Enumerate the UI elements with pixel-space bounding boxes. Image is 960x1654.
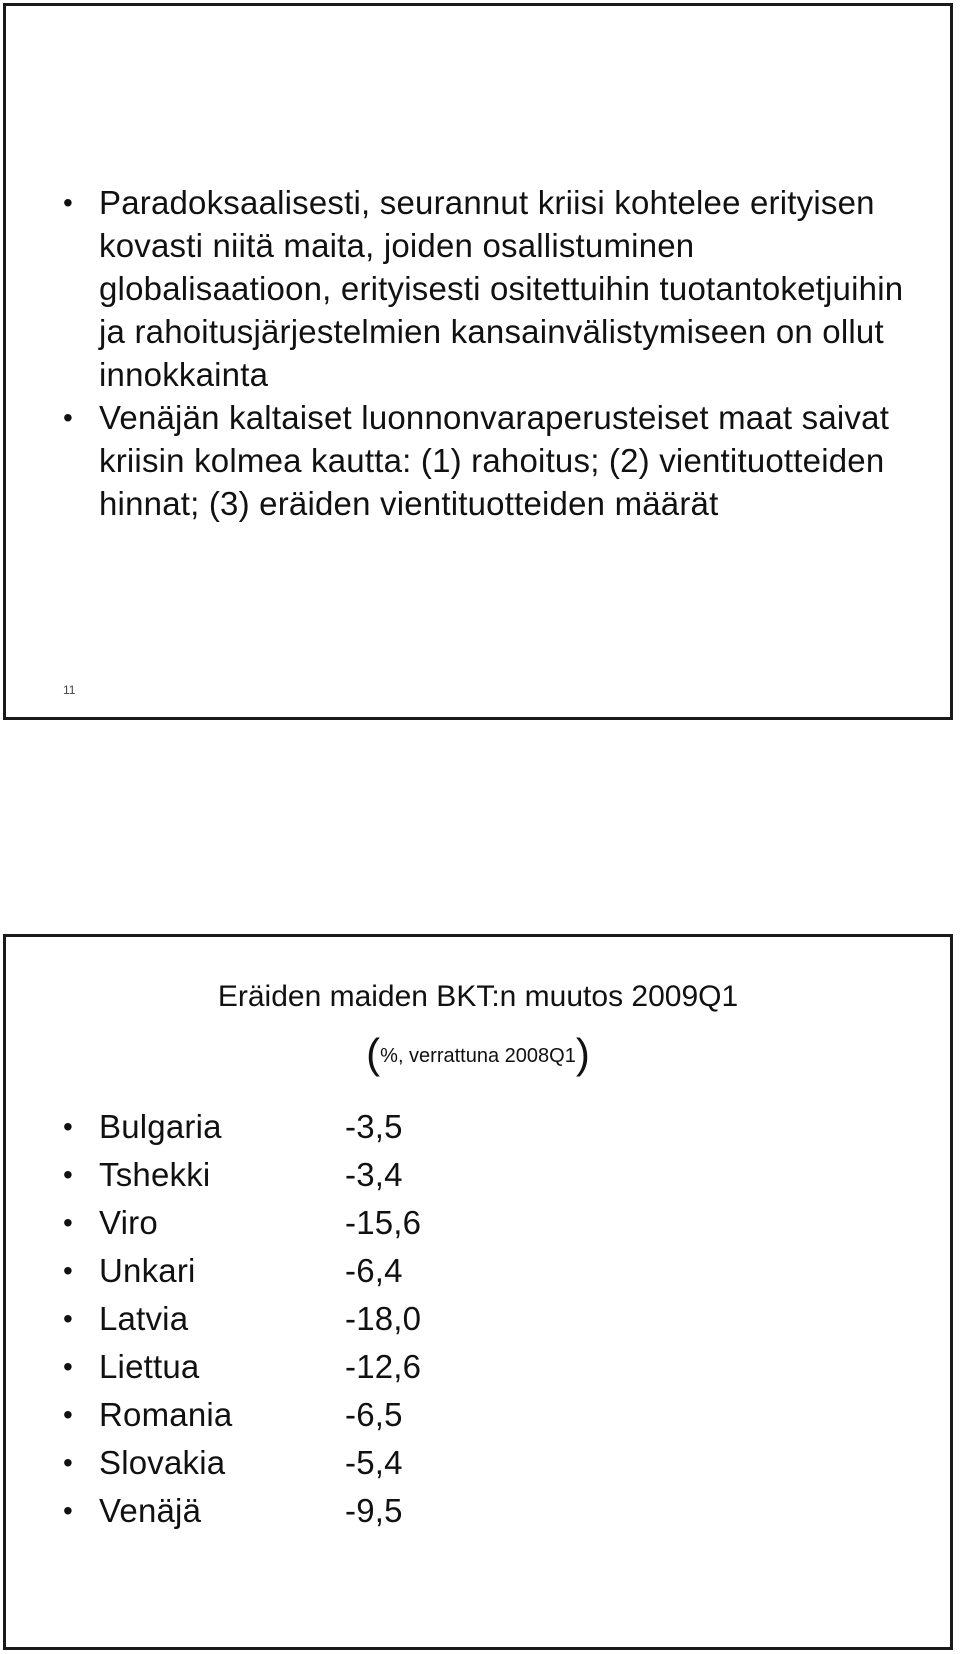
subtitle-open-paren: ( — [366, 1030, 381, 1077]
gdp-change-value: -3,4 — [345, 1156, 403, 1193]
list-item — [63, 1487, 763, 1535]
slide-number: 11 — [63, 683, 76, 697]
gdp-change-value: -5,4 — [345, 1444, 403, 1481]
bullet-list — [63, 181, 923, 525]
list-item — [63, 1295, 763, 1343]
country-name: Latvia — [99, 1300, 189, 1337]
list-item — [63, 1103, 763, 1151]
list-item — [63, 1391, 763, 1439]
list-item — [63, 1343, 763, 1391]
country-name: Liettua — [99, 1348, 200, 1385]
subtitle-close-paren: ) — [575, 1030, 590, 1077]
gdp-change-value: -15,6 — [345, 1204, 422, 1241]
country-name: Bulgaria — [99, 1108, 222, 1145]
slide-11 — [3, 3, 953, 720]
country-name: Unkari — [99, 1252, 196, 1289]
list-item — [63, 1151, 763, 1199]
country-name: Venäjä — [99, 1492, 202, 1529]
bullet-item: • Paradoksaalisesti, seurannut kriisi kohtelee erityisen kovasti niitä maita, joiden osallistuminen globalisaatioon, erityisesti ositettuihin tuotantoketjuihin ja rahoitusjärjestelmien kansainvälistymiseen on ollut innokkainta — [63, 181, 923, 396]
slide-title: Eräiden maiden BKT:n muutos 2009Q1 — [217, 980, 739, 1013]
subtitle-text: %, verrattuna 2008Q1 — [380, 1045, 576, 1067]
country-list — [63, 1103, 763, 1535]
bullet-item: • Venäjän kaltaiset luonnonvaraperusteiset maat saivat kriisin kolmea kautta: (1) rahoitus; (2) vientituotteiden hinnat; (3) eräiden vientituotteiden määrät — [63, 396, 923, 525]
gdp-change-value: -6,5 — [345, 1396, 403, 1433]
slide-subtitle — [6, 1030, 950, 1078]
list-item — [63, 1199, 763, 1247]
gdp-change-value: -18,0 — [345, 1300, 422, 1337]
gdp-change-value: -12,6 — [345, 1348, 422, 1385]
slide-gdp-change — [3, 934, 953, 1650]
country-name: Viro — [99, 1204, 158, 1241]
country-name: Slovakia — [99, 1444, 226, 1481]
gdp-change-value: -6,4 — [345, 1252, 403, 1289]
list-item — [63, 1439, 763, 1487]
gdp-change-value: -3,5 — [345, 1108, 403, 1145]
country-name: Tshekki — [99, 1156, 211, 1193]
gdp-change-value: -9,5 — [345, 1492, 403, 1529]
country-name: Romania — [99, 1396, 233, 1433]
list-item — [63, 1247, 763, 1295]
